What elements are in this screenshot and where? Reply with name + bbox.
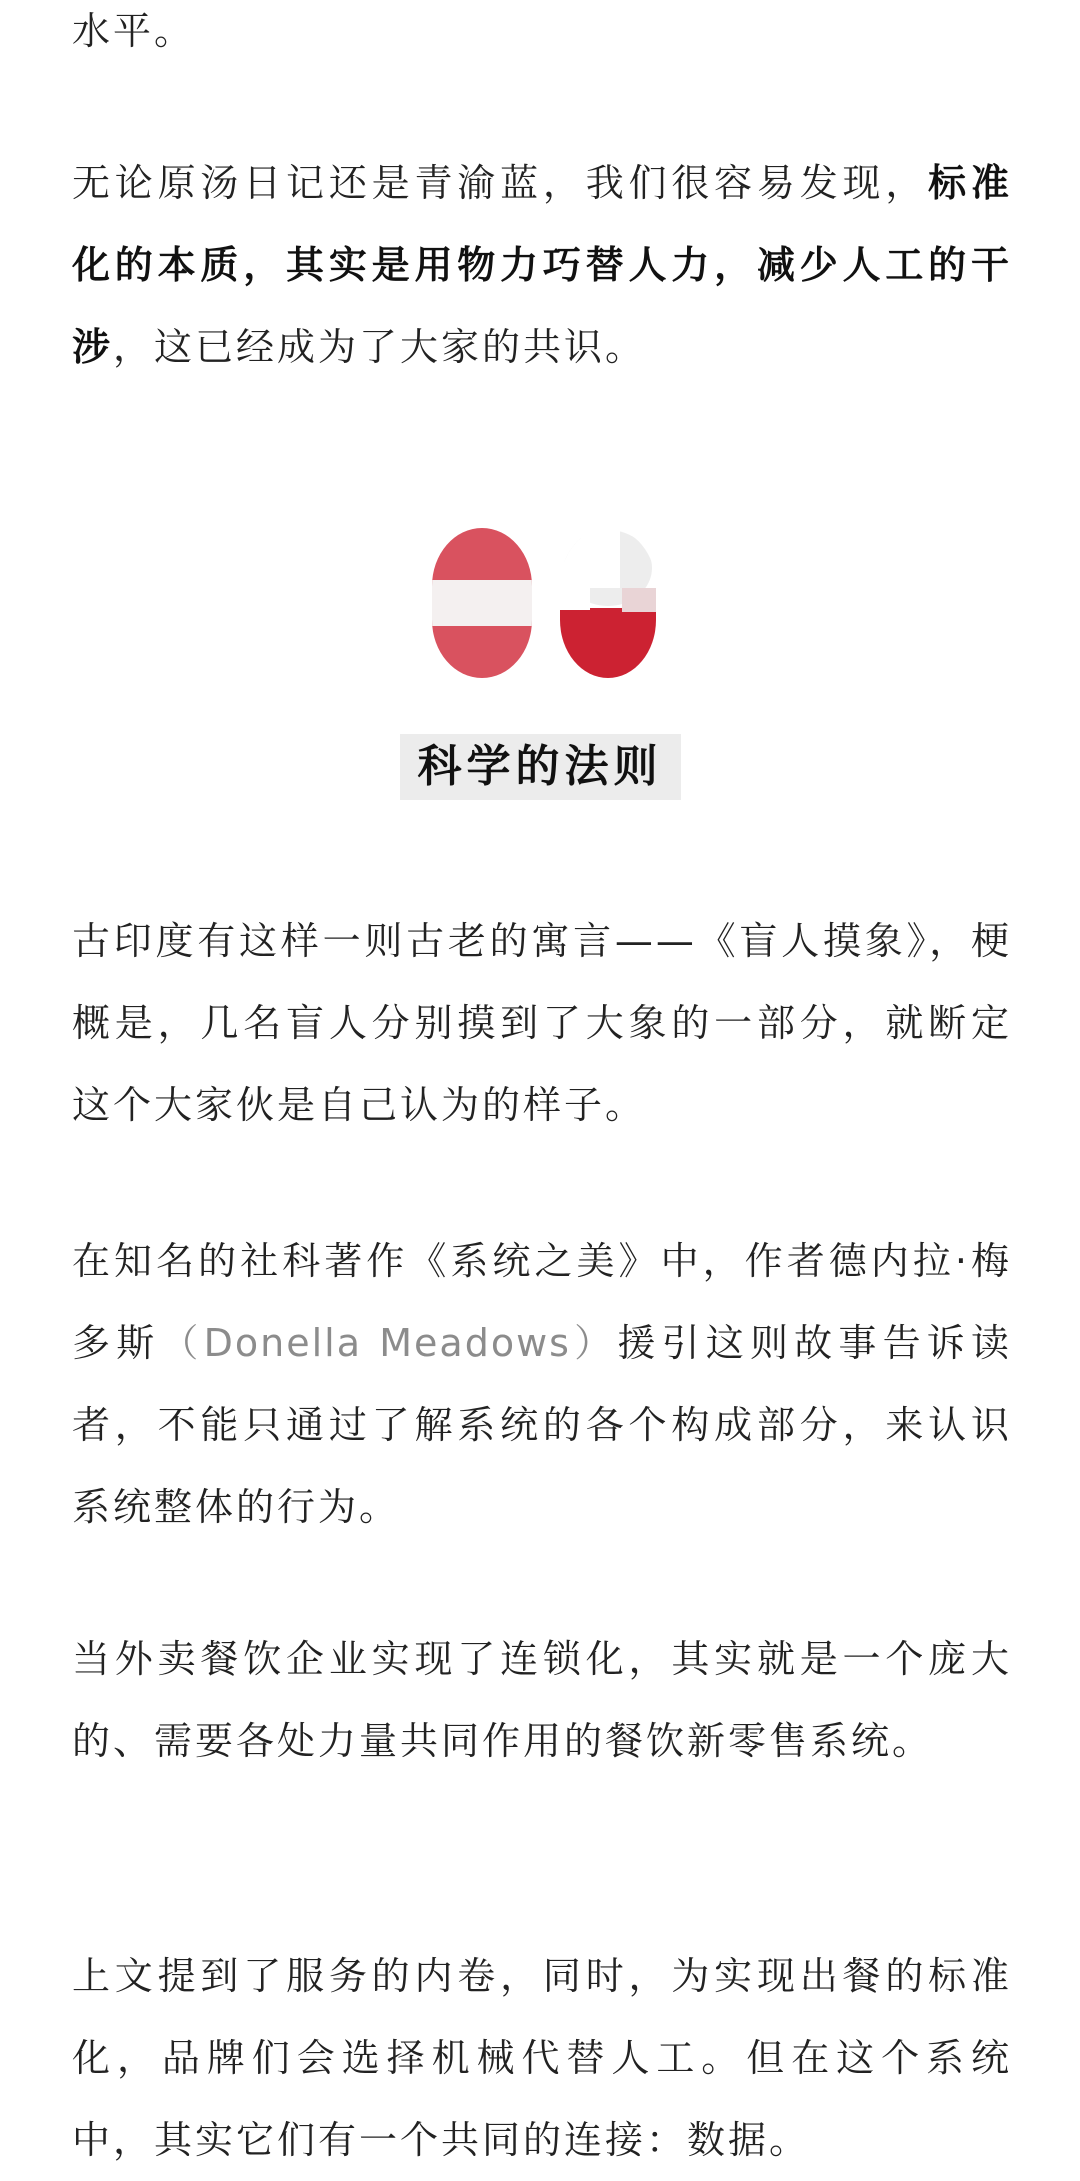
- p2-text: 古印度有这样一则古老的寓言——《盲人摸象》，梗概是，几名盲人分别摸到了大象的一部分，就断定这个大家伙是自己认为的样子。: [72, 919, 1012, 1127]
- paragraph-blind-men: [72, 900, 1012, 1146]
- section-heading-wrap: [0, 734, 1080, 800]
- p3-text-a: 在知名的社科著作《系统之美》中，作者德内拉·梅多斯: [72, 1239, 1012, 1365]
- p3-author-english-name: （Donella Meadows）: [160, 1321, 618, 1365]
- p1-bold-highlight: 标准化的本质，其实是用物力巧替人力，减少人工的干涉: [72, 161, 1012, 369]
- p1-plain-a: 无论原汤日记还是青渝蓝，我们很容易发现，: [72, 161, 929, 205]
- intro-tail-paragraph: [72, 0, 1012, 72]
- intro-tail-text: 水平。: [72, 9, 196, 53]
- p4-text: 当外卖餐饮企业实现了连锁化，其实就是一个庞大的、需要各处力量共同作用的餐饮新零售系统。: [72, 1637, 1012, 1763]
- paragraph-data-connection: [72, 1935, 1012, 2181]
- paragraph-chain-system: [72, 1618, 1012, 1782]
- p1-plain-b: ，这已经成为了大家的共识。: [113, 325, 647, 369]
- p3-text-b: 援引这则故事告诉读者，不能只通过了解系统的各个构成部分，来认识系统整体的行为。: [72, 1321, 1012, 1529]
- paragraph-systems-book: [72, 1220, 1012, 1548]
- p5-text: 上文提到了服务的内卷，同时，为实现出餐的标准化，品牌们会选择机械代替人工。但在这个系统中，其实它们有一个共同的连接：数据。: [72, 1954, 1012, 2162]
- section-title: 科学的法则: [400, 734, 681, 800]
- section-03-badge-icon: [432, 528, 656, 678]
- paragraph-standardization: [72, 142, 1012, 388]
